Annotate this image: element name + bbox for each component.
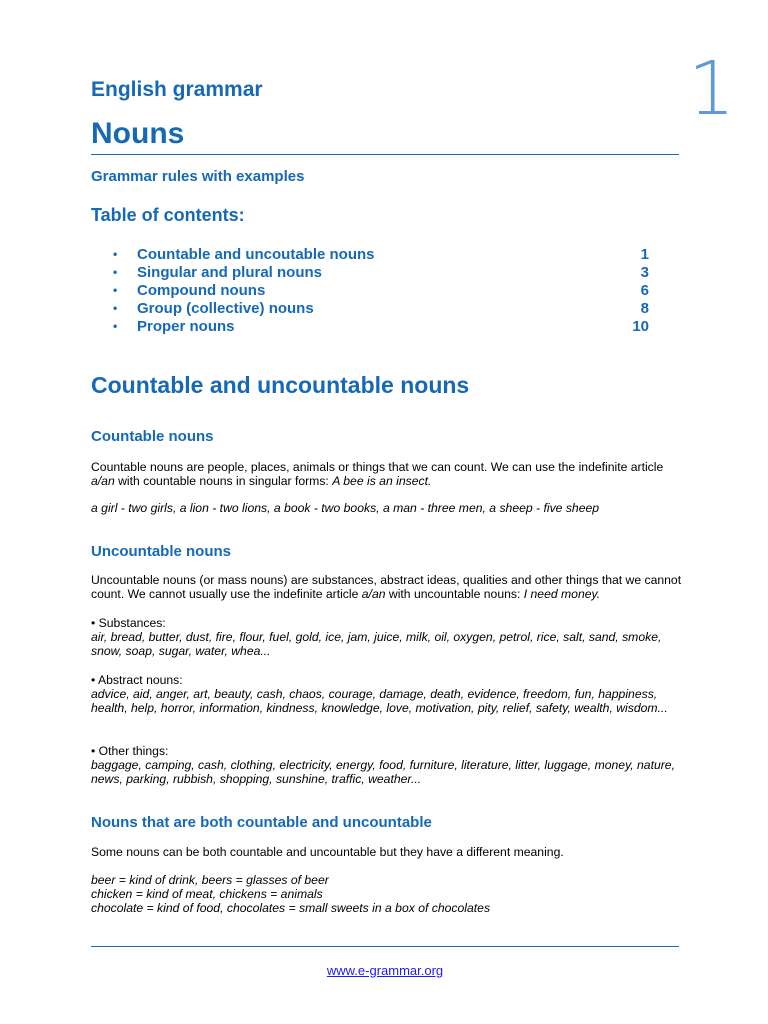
substances-block (91, 616, 686, 658)
footer-link[interactable]: www.e-grammar.org (326, 963, 444, 978)
toc-item-label: Group (collective) nouns (137, 299, 314, 317)
title-divider (91, 154, 679, 155)
uncountable-example-sentence: I need money. (523, 587, 601, 601)
footer-divider (91, 946, 679, 947)
page-title: Nouns (91, 117, 185, 150)
abstract-label: • Abstract nouns: (91, 673, 183, 687)
uncountable-paragraph (91, 573, 686, 601)
other-list: baggage, camping, cash, clothing, electricity, energy, food, furniture, literature, litter, luggage, money, nature, news, parking, rubbish, shopping, sunshine, traffic, weather... (91, 758, 675, 786)
both-examples (91, 873, 686, 915)
uncountable-heading: Uncountable nouns (91, 543, 231, 560)
substances-label: • Substances: (91, 616, 166, 630)
example-chocolate: chocolate = kind of food, chocolates = small sweets in a box of chocolates (91, 901, 491, 915)
toc-item-label: Singular and plural nouns (137, 263, 323, 281)
bullet-icon: • (113, 283, 118, 297)
example-beer: beer = kind of drink, beers = glasses of beer (91, 873, 329, 887)
both-paragraph: Some nouns can be both countable and uncountable but they have a different meaning. (91, 845, 564, 859)
toc-item-proper[interactable] (113, 317, 649, 335)
uncountable-text-2: with uncountable nouns: (385, 587, 524, 601)
toc-item-compound[interactable] (113, 281, 649, 299)
tagline: Grammar rules with examples (91, 168, 305, 185)
toc-item-page: 1 (640, 245, 649, 263)
other-block (91, 744, 686, 786)
toc-item-label: Proper nouns (137, 317, 235, 335)
uncountable-article: a/an (361, 587, 386, 601)
toc-item-page: 6 (640, 281, 649, 299)
substances-list: air, bread, butter, dust, fire, flour, fuel, gold, ice, jam, juice, milk, oil, oxygen, petrol, rice, salt, sand, smoke, snow, soap, sugar, water, whea... (91, 630, 662, 658)
bullet-icon: • (113, 319, 118, 333)
toc-item-countable[interactable] (113, 245, 649, 263)
toc-item-page: 10 (632, 317, 649, 335)
page-number: 1 (688, 46, 736, 132)
table-of-contents (113, 245, 649, 335)
uncountable-text-1: Uncountable nouns (or mass nouns) are substances, abstract ideas, qualities and other things that we cannot count. We cannot usually use the indefinite article (91, 573, 682, 601)
section-title: Countable and uncountable nouns (91, 372, 470, 398)
toc-heading: Table of contents: (91, 205, 245, 225)
toc-item-page: 3 (640, 263, 649, 281)
example-chicken: chicken = kind of meat, chickens = animals (91, 887, 323, 901)
bullet-icon: • (113, 265, 118, 279)
abstract-list: advice, aid, anger, art, beauty, cash, chaos, courage, damage, death, evidence, freedom, fun, happiness, health, help, horror, information, kindness, knowledge, love, motivation, pity, relief, safety, wealth, wisdom... (91, 687, 668, 715)
countable-text-2: with countable nouns in singular forms: (114, 474, 333, 488)
abstract-block (91, 673, 686, 715)
countable-example-sentence: A bee is an insect. (332, 474, 432, 488)
doc-subtitle: English grammar (91, 78, 263, 101)
toc-item-label: Compound nouns (137, 281, 266, 299)
countable-examples: a girl - two girls, a lion - two lions, a book - two books, a man - three men, a sheep - five sheep (91, 501, 600, 515)
both-heading: Nouns that are both countable and uncountable (91, 814, 432, 831)
toc-item-page: 8 (640, 299, 649, 317)
bullet-icon: • (113, 301, 118, 315)
countable-article: a/an (91, 474, 115, 488)
toc-item-group[interactable] (113, 299, 649, 317)
countable-heading: Countable nouns (91, 428, 214, 445)
bullet-icon: • (113, 247, 118, 261)
toc-item-label: Countable and uncoutable nouns (137, 245, 375, 263)
toc-item-singular-plural[interactable] (113, 263, 649, 281)
countable-text-1: Countable nouns are people, places, animals or things that we can count. We can use the indefinite article (91, 460, 664, 474)
countable-paragraph (91, 460, 686, 488)
other-label: • Other things: (91, 744, 169, 758)
